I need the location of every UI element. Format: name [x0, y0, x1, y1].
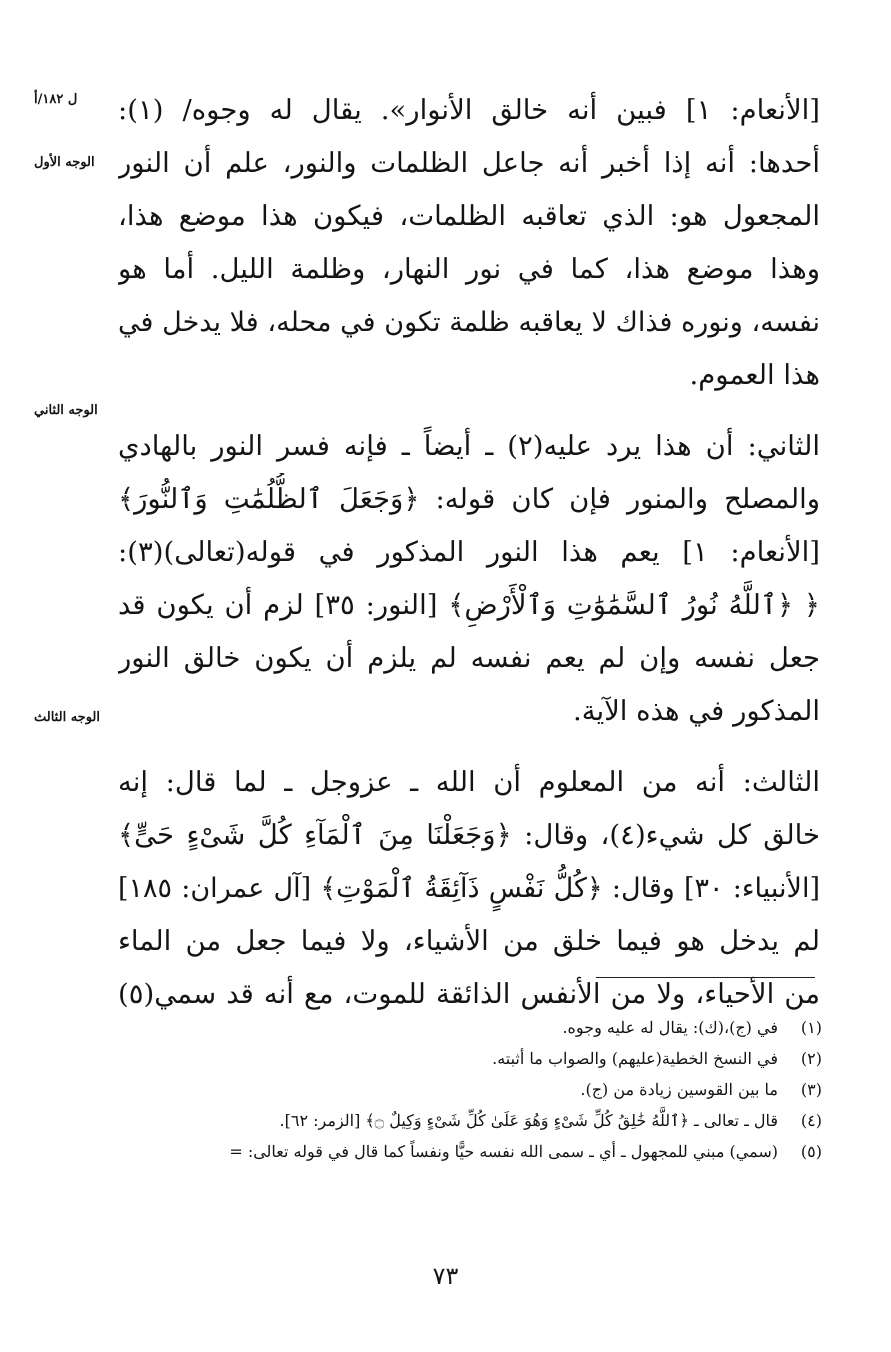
footnote [110, 1074, 822, 1105]
folio-reference: ل ١٨٢/أ [34, 92, 78, 107]
footnote-number: (٥) [800, 1142, 822, 1161]
footnote-number: (٢) [800, 1049, 822, 1068]
text-line: نفسه، ونوره فذاك لا يعاقبه ظلمة تكون في محله، فلا يدخل في [118, 307, 820, 338]
footnotes [110, 1012, 822, 1167]
footnote [110, 1136, 822, 1167]
text-line: من الأحياء، ولا من الأنفس الذائقة للموت، مع أنه قد سمي(٥) [118, 978, 820, 1010]
text-line: الثاني: أن هذا يرد عليه(٢) ـ أيضاً ـ فإنه فسر النور بالهادي [118, 430, 820, 462]
text-line: [الأنعام: ١] يعم هذا النور المذكور في قوله(تعالى)(٣): [118, 536, 820, 568]
paragraph-second-aspect [118, 420, 820, 738]
paragraph-intro [118, 84, 820, 137]
footnote-number: (١) [800, 1018, 822, 1037]
text-line: والمصلح والمنور فإن كان قوله: ﴿وَجَعَلَ ٱلظُّلُمَٰتِ وَٱلنُّورَ﴾ [118, 483, 820, 515]
text-line: وهذا موضع هذا، كما في نور النهار، وظلمة الليل. أما هو [118, 253, 820, 285]
margin-note-first-aspect: الوجه الأول [34, 155, 95, 170]
footnote-number: (٤) [800, 1111, 822, 1130]
text-line: المذكور في هذه الآية. [572, 695, 820, 727]
text-line: خالق كل شيء(٤)، وقال: ﴿وَجَعَلْنَا مِنَ ٱلْمَآءِ كُلَّ شَىْءٍ حَىٍّ﴾ [118, 819, 820, 851]
text-line: أحدها: أنه إذا أخبر أنه جاعل الظلمات والنور، علم أن النور [118, 147, 820, 179]
footnote-text: في (ج)،(ك): يقال له عليه وجوه. [562, 1018, 778, 1037]
footnote [110, 1105, 822, 1136]
text-line: هذا العموم. [689, 359, 820, 391]
margin-note-third-aspect: الوجه الثالث [34, 710, 101, 725]
margin-note-second-aspect: الوجه الثاني [34, 403, 98, 418]
footnote-text: في النسخ الخطية(عليهم) والصواب ما أثبته. [492, 1049, 778, 1068]
text-line: ﴿ ﴿ٱللَّهُ نُورُ ٱلسَّمَٰوَٰتِ وَٱلْأَرْضِ﴾ [النور: ٣٥] لزم أن يكون قد [118, 589, 820, 621]
paragraph-third-aspect [118, 756, 820, 1021]
footnote [110, 1012, 822, 1043]
paragraph-first-aspect [118, 137, 820, 402]
footnote-number: (٣) [800, 1080, 822, 1099]
text-line: لم يدخل هو فيما خلق من الأشياء، ولا فيما جعل من الماء [118, 925, 820, 957]
main-text [118, 84, 820, 1021]
text-line: [الأنبياء: ٣٠] وقال: ﴿كُلُّ نَفْسٍ ذَآئِقَةُ ٱلْمَوْتِ﴾ [آل عمران: ١٨٥] [118, 873, 820, 904]
footnote-text: (سمي) مبني للمجهول ـ أي ـ سمى الله نفسه حيًّا ونفساً كما قال في قوله تعالى: = [229, 1142, 778, 1161]
text-line: [الأنعام: ١] فبين أنه خالق الأنوار». يقال له وجوه/ (١): [118, 94, 820, 126]
text-line: المجعول هو: الذي تعاقبه الظلمات، فيكون هذا موضع هذا، [118, 200, 820, 232]
footnote-divider [596, 977, 815, 978]
page-number: ٧٣ [432, 1262, 459, 1290]
text-line: الثالث: أنه من المعلوم أن الله ـ عزوجل ـ لما قال: إنه [118, 766, 820, 798]
footnote [110, 1043, 822, 1074]
footnote-text: ما بين القوسين زيادة من (ج). [580, 1080, 778, 1099]
text-line: جعل نفسه وإن لم يعم نفسه لم يلزم أن يكون خالق النور [118, 642, 820, 674]
footnote-text: قال ـ تعالى ـ ﴿ٱللَّهُ خَٰلِقُ كُلِّ شَىْءٍ وَهُوَ عَلَىٰ كُلِّ شَىْءٍ وَكِيلٌ ۝﴾ [الزمر: ٦٢]. [279, 1111, 778, 1130]
